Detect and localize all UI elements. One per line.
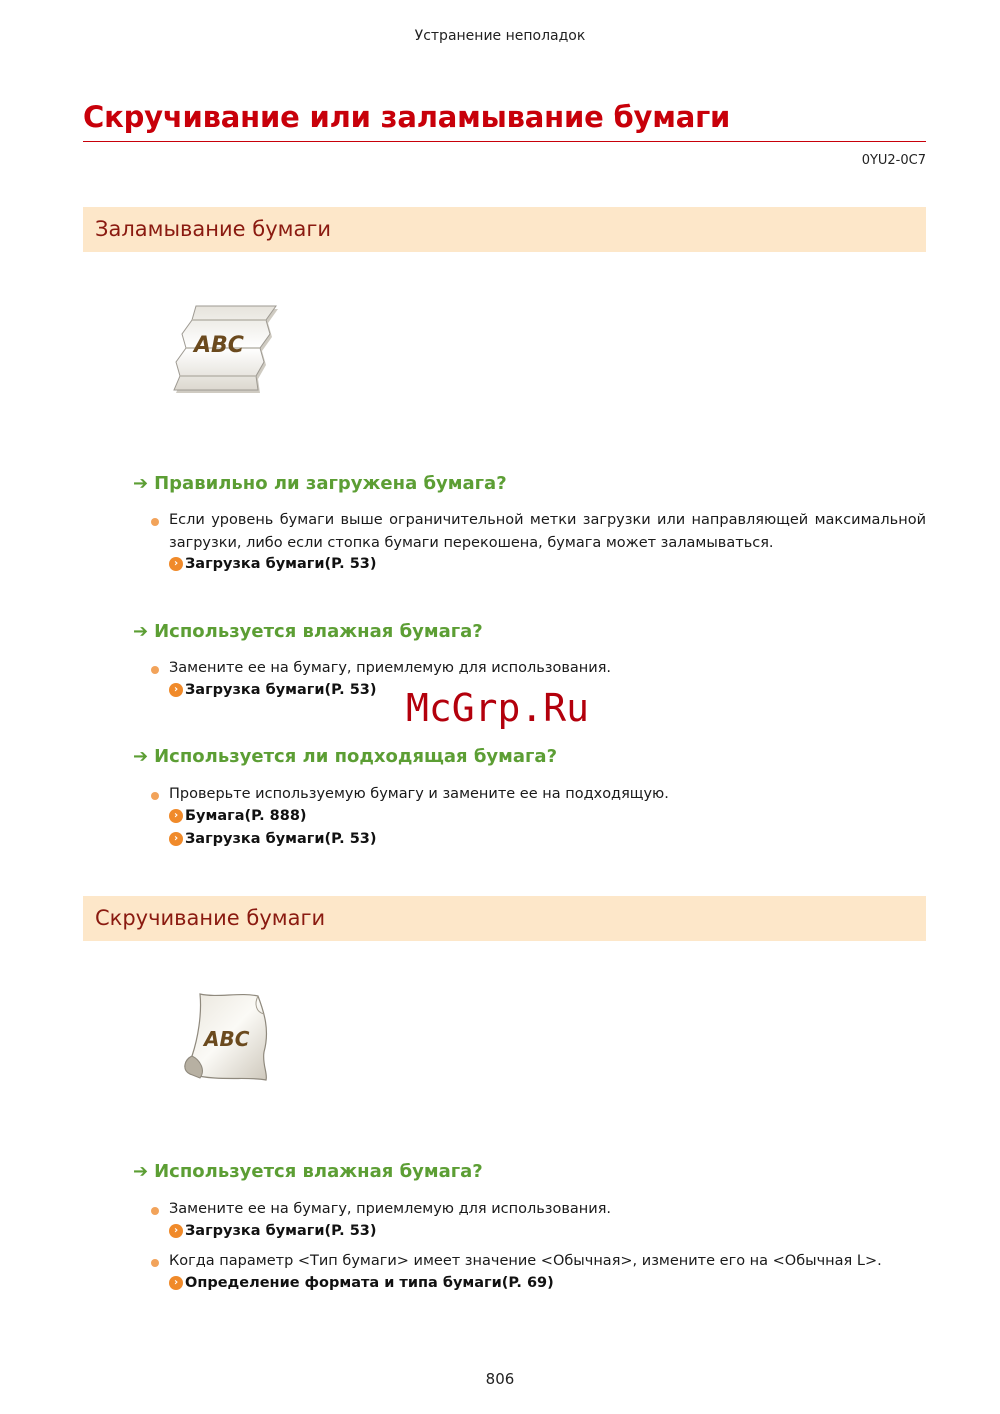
creased-paper-illustration (170, 300, 282, 395)
link-paper-loading[interactable]: › Загрузка бумаги(P. 53) (169, 1223, 377, 1239)
chevron-circle-right-icon: › (169, 809, 183, 823)
arrow-right-icon: ➔ (133, 473, 149, 494)
link-paper-loading[interactable]: › Загрузка бумаги(P. 53) (169, 556, 377, 572)
curled-paper-illustration (178, 990, 273, 1085)
chevron-circle-right-icon: › (169, 1276, 183, 1290)
link-paper-size-type[interactable]: › Определение формата и типа бумаги(P. 69) (169, 1275, 554, 1291)
document-id: 0YU2-0C7 (861, 153, 926, 168)
chevron-circle-right-icon: › (169, 683, 183, 697)
question-text: Используется ли подходящая бумага? (154, 746, 558, 767)
watermark: McGrp.Ru (406, 686, 590, 730)
link-paper-loading[interactable]: › Загрузка бумаги(P. 53) (169, 831, 377, 847)
question-heading (133, 473, 507, 494)
list-item-text: Замените ее на бумагу, приемлемую для использования. (169, 1201, 612, 1217)
chevron-circle-right-icon: › (169, 832, 183, 846)
section-header-creased-paper (83, 207, 926, 252)
list-item-text: Когда параметр <Тип бумаги> имеет значение <Обычная>, измените его на <Обычная L>. (169, 1253, 882, 1269)
link-paper-loading[interactable]: › Загрузка бумаги(P. 53) (169, 682, 377, 698)
question-text: Используется влажная бумага? (154, 621, 483, 642)
arrow-right-icon: ➔ (133, 1161, 149, 1182)
running-header: Устранение неполадок (414, 28, 586, 44)
title-rule (83, 141, 926, 142)
question-heading (133, 1161, 483, 1182)
arrow-right-icon: ➔ (133, 621, 149, 642)
chevron-circle-right-icon: › (169, 1224, 183, 1238)
question-text: Правильно ли загружена бумага? (154, 473, 507, 494)
list-item-text: Если уровень бумаги выше ограничительной метки загрузки или направляющей максимальной загрузки, либо если стопка бумаги перекошена, бумага может заламываться. (169, 512, 926, 551)
illustration-text: ABC (194, 333, 244, 358)
question-heading (133, 746, 557, 767)
bullet-dot-icon (151, 1207, 159, 1215)
page-title: Скручивание или заламывание бумаги (83, 100, 731, 134)
chevron-circle-right-icon: › (169, 557, 183, 571)
section-title: Заламывание бумаги (95, 217, 332, 241)
question-text: Используется влажная бумага? (154, 1161, 483, 1182)
bullet-dot-icon (151, 518, 159, 526)
bullet-dot-icon (151, 666, 159, 674)
section-title: Скручивание бумаги (95, 906, 326, 930)
arrow-right-icon: ➔ (133, 746, 149, 767)
list-item-text: Замените ее на бумагу, приемлемую для использования. (169, 660, 612, 676)
question-heading (133, 621, 483, 642)
bullet-dot-icon (151, 1259, 159, 1267)
page-number: 806 (485, 1370, 515, 1388)
section-header-curled-paper (83, 896, 926, 941)
bullet-dot-icon (151, 792, 159, 800)
illustration-text: ABC (204, 1027, 250, 1051)
link-paper[interactable]: › Бумага(P. 888) (169, 808, 307, 824)
list-item-text: Проверьте используемую бумагу и замените ее на подходящую. (169, 786, 669, 802)
